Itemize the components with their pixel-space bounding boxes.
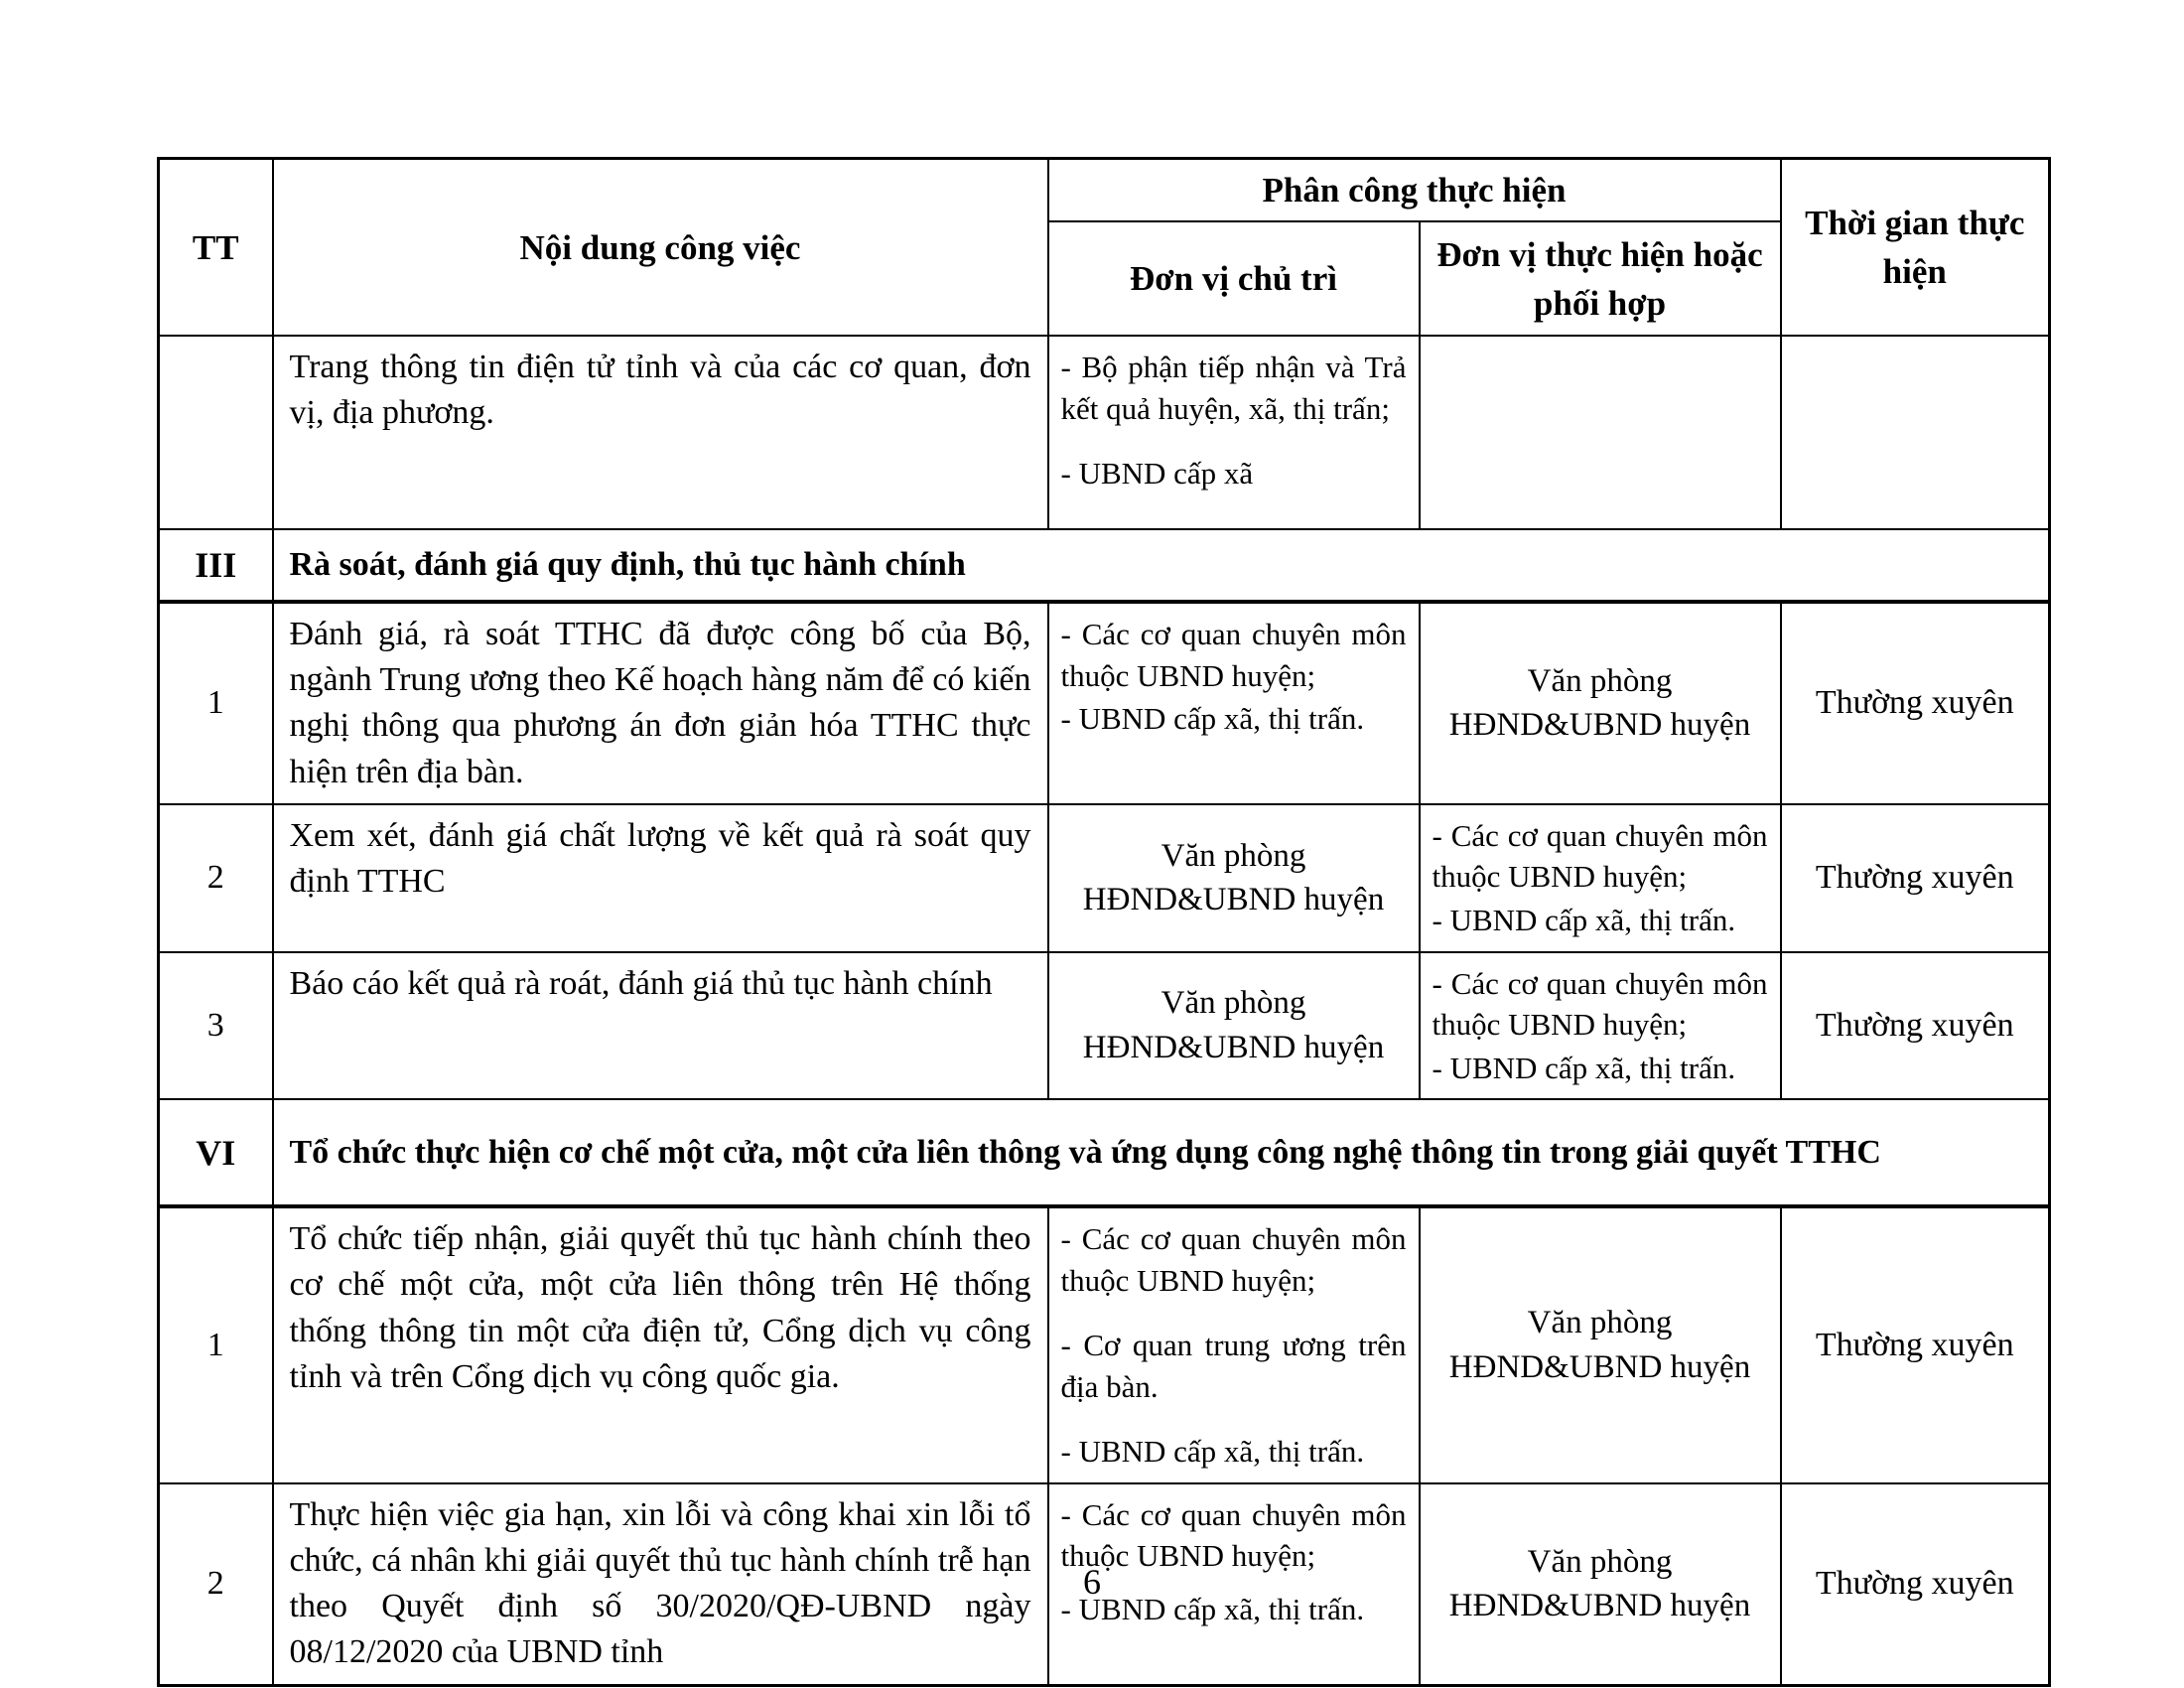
cell-thoi-gian: Thường xuyên: [1781, 804, 2050, 952]
cell-noi-dung: Trang thông tin điện tử tỉnh và của các cơ quan, đơn vị, địa phương.: [273, 336, 1048, 529]
list-item: - Các cơ quan chuyên môn thuộc UBND huyện;: [1060, 617, 1407, 693]
list-item: - Các cơ quan chuyên môn thuộc UBND huyện;: [1432, 965, 1768, 1043]
cell-don-vi-phoi-hop: Văn phòng HĐND&UBND huyện: [1420, 1483, 1781, 1685]
cell-noi-dung: Thực hiện việc gia hạn, xin lỗi và công khai xin lỗi tổ chức, cá nhân khi giải quyết thủ tục hành chính trễ hạn theo Quyết định số 30/2020/QĐ-UBND ngày 08/12/2020 của UBND tỉnh: [273, 1483, 1048, 1685]
table-body: [159, 336, 2050, 1685]
cell-noi-dung: Báo cáo kết quả rà roát, đánh giá thủ tục hành chính: [273, 952, 1048, 1100]
cell-noi-dung: Xem xét, đánh giá chất lượng về kết quả rà soát quy định TTHC: [273, 804, 1048, 952]
table-row-item: [159, 1206, 2050, 1483]
cell-section-title: Rà soát, đánh giá quy định, thủ tục hành chính: [273, 529, 2050, 602]
cell-don-vi-chu-tri: [1048, 1206, 1420, 1483]
page-number: 6: [1083, 1562, 1101, 1602]
cell-tt: 2: [159, 804, 273, 952]
section-row-iii: [159, 529, 2050, 602]
cell-noi-dung: Đánh giá, rà soát TTHC đã được công bố của Bộ, ngành Trung ương theo Kế hoạch hàng năm để có kiến nghị thông qua phương án đơn giản hóa TTHC thực hiện trên địa bàn.: [273, 602, 1048, 804]
col-header-thoi-gian: Thời gian thực hiện: [1781, 159, 2050, 337]
cell-thoi-gian: [1781, 336, 2050, 529]
list-item: - Bộ phận tiếp nhận và Trả kết quả huyện, xã, thị trấn;: [1060, 350, 1407, 426]
cell-thoi-gian: Thường xuyên: [1781, 952, 2050, 1100]
col-header-noi-dung: Nội dung công việc: [273, 159, 1048, 337]
list-item: - UBND cấp xã, thị trấn.: [1432, 903, 1736, 937]
cell-don-vi-phoi-hop: [1420, 804, 1781, 952]
col-header-phan-cong: Phân công thực hiện: [1048, 159, 1781, 222]
list-item: - UBND cấp xã: [1060, 456, 1254, 492]
cell-don-vi-chu-tri: Văn phòng HĐND&UBND huyện: [1048, 952, 1420, 1100]
col-header-don-vi-chu-tri: Đơn vị chủ trì: [1048, 221, 1420, 336]
table-row-item: [159, 804, 2050, 952]
list-item: - UBND cấp xã, thị trấn.: [1432, 1050, 1736, 1085]
cell-thoi-gian: Thường xuyên: [1781, 602, 2050, 804]
col-header-don-vi-thuc-hien: Đơn vị thực hiện hoặc phối hợp: [1420, 221, 1781, 336]
cell-thoi-gian: Thường xuyên: [1781, 1483, 2050, 1685]
list-item: - UBND cấp xã, thị trấn.: [1060, 1591, 1365, 1626]
list-item: - Cơ quan trung ương trên địa bàn.: [1060, 1328, 1407, 1404]
cell-noi-dung: Tổ chức tiếp nhận, giải quyết thủ tục hành chính theo cơ chế một cửa, một cửa liên thông trên Hệ thống thống thông tin một cửa điện tử, Cổng dịch vụ công tỉnh và trên Cổng dịch vụ công quốc gia.: [273, 1206, 1048, 1483]
table-row-continuation: [159, 336, 2050, 529]
cell-tt: [159, 336, 273, 529]
cell-don-vi-phoi-hop: Văn phòng HĐND&UBND huyện: [1420, 602, 1781, 804]
list-item: - UBND cấp xã, thị trấn.: [1060, 1434, 1365, 1470]
list-item: - UBND cấp xã, thị trấn.: [1060, 701, 1365, 737]
cell-don-vi-phoi-hop: [1420, 952, 1781, 1100]
cell-don-vi-phoi-hop: [1420, 336, 1781, 529]
cell-tt: 1: [159, 1206, 273, 1483]
section-row-vi: [159, 1099, 2050, 1206]
cell-don-vi-chu-tri: [1048, 602, 1420, 804]
table-row-item: [159, 952, 2050, 1100]
table-header: [159, 159, 2050, 337]
cell-don-vi-phoi-hop: Văn phòng HĐND&UBND huyện: [1420, 1206, 1781, 1483]
cell-don-vi-chu-tri: [1048, 336, 1420, 529]
cell-don-vi-chu-tri: Văn phòng HĐND&UBND huyện: [1048, 804, 1420, 952]
col-header-tt: TT: [159, 159, 273, 337]
list-item: - Các cơ quan chuyên môn thuộc UBND huyện;: [1060, 1496, 1407, 1574]
work-plan-table: [157, 157, 2051, 1687]
table-row-item: [159, 602, 2050, 804]
cell-section-number: III: [159, 529, 273, 602]
list-item: - Các cơ quan chuyên môn thuộc UBND huyện;: [1432, 817, 1768, 895]
cell-tt: 2: [159, 1483, 273, 1685]
list-item: - Các cơ quan chuyên môn thuộc UBND huyện;: [1060, 1221, 1407, 1298]
header-row-1: [159, 159, 2050, 222]
cell-thoi-gian: Thường xuyên: [1781, 1206, 2050, 1483]
cell-tt: 3: [159, 952, 273, 1100]
cell-section-number: VI: [159, 1099, 273, 1206]
cell-section-title: Tổ chức thực hiện cơ chế một cửa, một cửa liên thông và ứng dụng công nghệ thông tin trong giải quyết TTHC: [273, 1099, 2050, 1206]
cell-tt: 1: [159, 602, 273, 804]
